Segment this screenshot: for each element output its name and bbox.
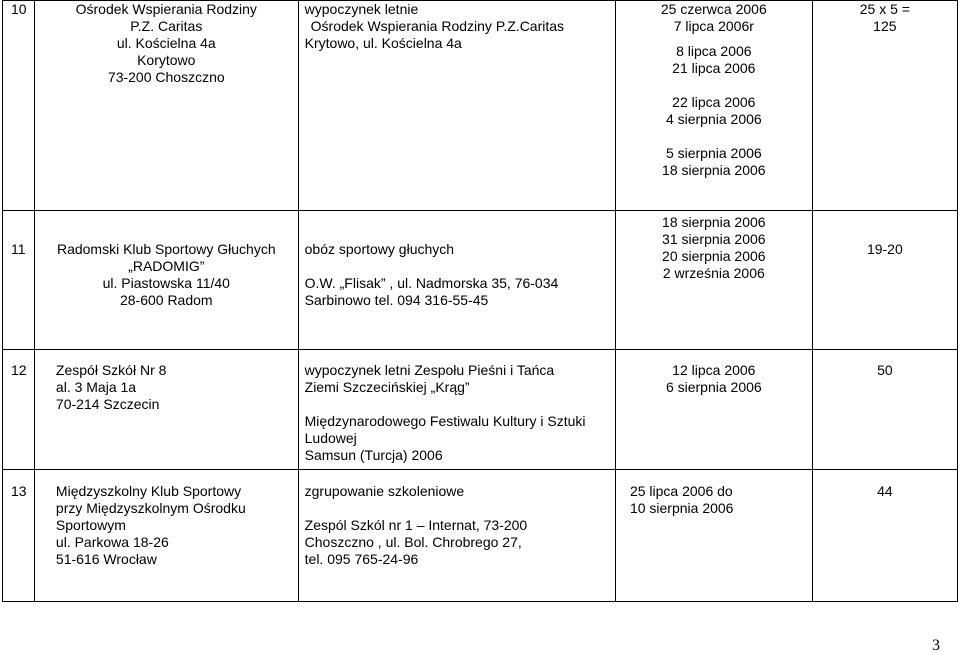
participants-count: 19-20 (866, 241, 903, 257)
row-number: 13 (3, 470, 35, 602)
organizer-line: „RADOMIG” (128, 258, 205, 274)
form-line: Sarbinowo tel. 094 316-55-45 (304, 292, 489, 308)
organizer-line: al. 3 Maja 1a (55, 379, 137, 395)
row-number: 12 (3, 350, 35, 470)
form-line: Krytowo, ul. Kościelna 4a (304, 35, 462, 51)
dates-cell (615, 470, 812, 602)
date-line: 31 sierpnia 2006 (662, 231, 766, 247)
form-line: Ośrodek Wspierania Rodziny P.Z.Caritas (310, 18, 565, 34)
organizer-line: Zespół Szkół Nr 8 (55, 362, 167, 378)
organizer-line: ul. Piastowska 11/40 (102, 275, 230, 291)
date-line: 22 lipca 2006 (672, 94, 756, 110)
date-line: 20 sierpnia 2006 (662, 248, 766, 264)
dates-cell (615, 1, 812, 211)
form-line: zgrupowanie szkoleniowe (304, 483, 465, 499)
date-line: 5 sierpnia 2006 (665, 145, 762, 161)
organizer-line: Sportowym (55, 517, 126, 533)
form-line: Samsun (Turcja) 2006 (304, 447, 443, 463)
date-line: 21 lipca 2006 (672, 60, 756, 76)
organizer-line: 70-214 Szczecin (55, 396, 160, 412)
form-cell (298, 470, 615, 602)
date-line: 2 września 2006 (662, 265, 765, 281)
organizer-cell (34, 1, 298, 211)
page-number: 3 (932, 637, 940, 654)
date-line: 18 sierpnia 2006 (662, 162, 766, 178)
form-line: Zespól Szkól nr 1 – Internat, 73-200 (304, 517, 528, 533)
date-line: 10 sierpnia 2006 (629, 500, 734, 516)
organizer-cell (34, 470, 298, 602)
form-line: tel. 095 765-24-96 (304, 551, 419, 567)
participants-count: 50 (877, 362, 893, 378)
form-line: wypoczynek letni Zespołu Pieśni i Tańca (304, 362, 555, 378)
form-line: obóz sportowy głuchych (304, 241, 455, 257)
dates-cell (615, 211, 812, 350)
participants-cell (812, 1, 957, 211)
table-row (3, 350, 958, 470)
date-line: 25 lipca 2006 do (629, 483, 733, 499)
organizer-line: Międzyszkolny Klub Sportowy (55, 483, 242, 499)
participants-cell (812, 350, 957, 470)
form-line: Ziemi Szczecińskiej „Krąg” (304, 379, 470, 395)
table-row (3, 211, 958, 350)
table-row (3, 1, 958, 211)
organizer-line: 73-200 Choszczno (107, 69, 225, 85)
table-row (3, 470, 958, 602)
organizer-line: Radomski Klub Sportowy Głuchych (56, 241, 276, 257)
organizer-cell (34, 350, 298, 470)
form-line: wypoczynek letnie (304, 1, 419, 17)
date-line: 25 czerwca 2006 (660, 1, 767, 17)
organizer-line: Ośrodek Wspierania Rodziny (75, 1, 257, 17)
form-line: Ludowej (304, 430, 357, 446)
organizer-line: ul. Kościelna 4a (116, 35, 216, 51)
form-cell (298, 211, 615, 350)
organizer-line: P.Z. Caritas (130, 18, 203, 34)
form-line: Międzynarodowego Festiwalu Kultury i Sztuki (304, 413, 586, 429)
form-line: Choszczno , ul. Bol. Chrobrego 27, (304, 534, 522, 550)
date-line: 4 sierpnia 2006 (665, 111, 762, 127)
organizer-line: ul. Parkowa 18-26 (55, 534, 169, 550)
participants-cell (812, 211, 957, 350)
date-line: 6 sierpnia 2006 (665, 379, 762, 395)
date-line: 12 lipca 2006 (672, 362, 756, 378)
date-line: 8 lipca 2006 (676, 43, 752, 59)
program-table (2, 0, 958, 602)
row-number: 10 (3, 1, 35, 211)
participants-cell (812, 470, 957, 602)
form-cell (298, 350, 615, 470)
organizer-line: 28-600 Radom (119, 292, 213, 308)
date-line: 18 sierpnia 2006 (662, 214, 766, 230)
form-cell (298, 1, 615, 211)
organizer-cell (34, 211, 298, 350)
dates-cell (615, 350, 812, 470)
organizer-line: przy Międzyszkolnym Ośrodku (55, 500, 246, 516)
organizer-line: Korytowo (137, 52, 196, 68)
organizer-line: 51-616 Wrocław (55, 551, 157, 567)
row-number: 11 (3, 211, 35, 350)
participants-count: 44 (877, 483, 893, 499)
date-line: 7 lipca 2006r (673, 18, 754, 34)
form-line: O.W. „Flisak” , ul. Nadmorska 35, 76-034 (304, 275, 559, 291)
participants-count: 25 x 5 = 125 (859, 1, 910, 34)
